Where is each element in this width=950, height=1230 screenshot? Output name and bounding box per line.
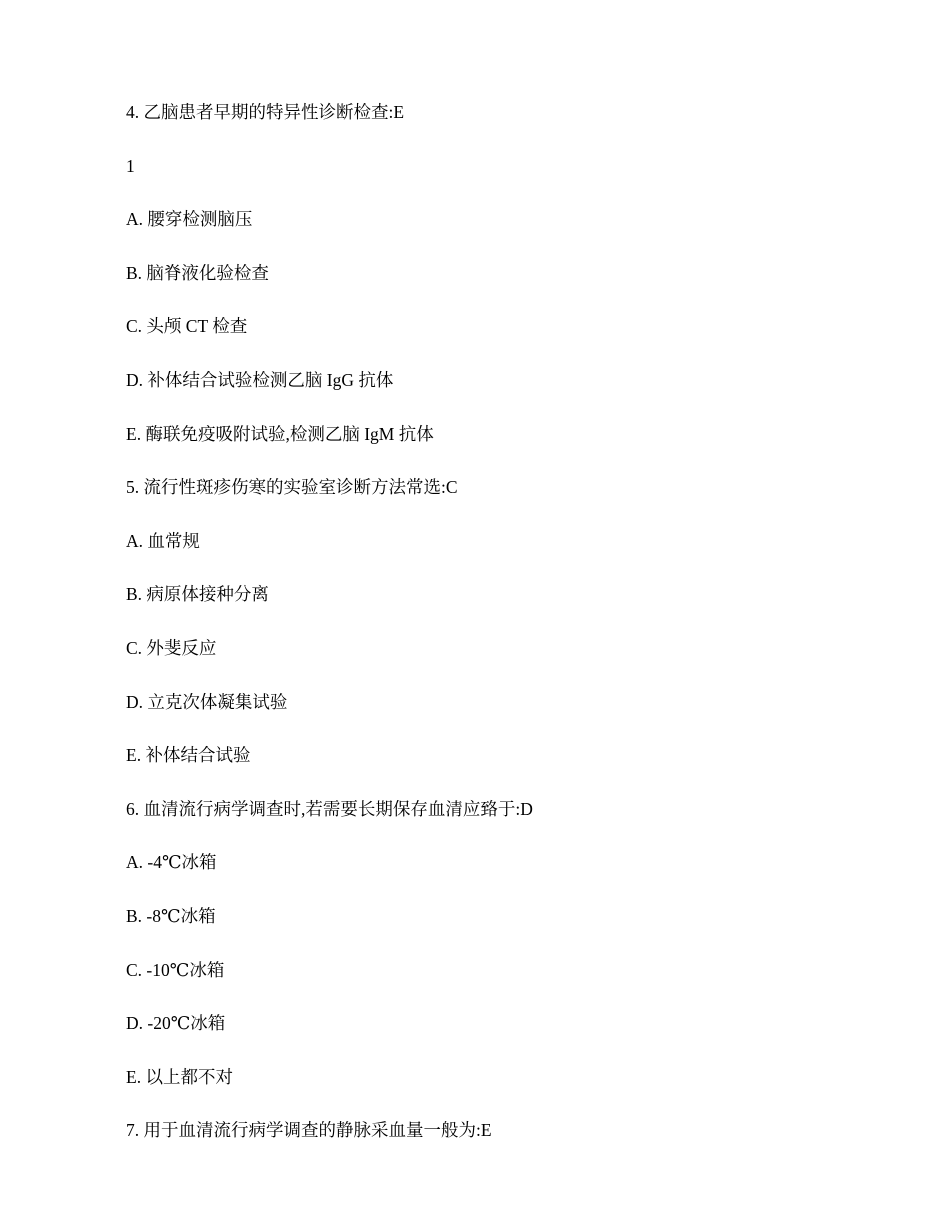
question-4-option-d: D. 补体结合试验检测乙脑 IgG 抗体 — [126, 369, 394, 390]
question-5-option-a: A. 血常规 — [126, 530, 200, 551]
question-4-option-c: C. 头颅 CT 检查 — [126, 316, 248, 337]
question-5-option-b: B. 病原体接种分离 — [126, 584, 269, 605]
question-6-option-c: C. -10℃冰箱 — [126, 959, 225, 980]
question-6-title: 6. 血清流行病学调查时,若需要长期保存血清应臵于:D — [126, 798, 533, 819]
question-4-option-e: E. 酶联免疫吸附试验,检测乙脑 IgM 抗体 — [126, 423, 434, 444]
question-6-option-b: B. -8℃冰箱 — [126, 905, 216, 926]
question-5-option-e: E. 补体结合试验 — [126, 745, 251, 766]
document-body — [126, 101, 826, 1173]
question-6-option-a: A. -4℃冰箱 — [126, 852, 217, 873]
question-5-option-c: C. 外斐反应 — [126, 637, 217, 658]
question-5-option-d: D. 立克次体凝集试验 — [126, 691, 288, 712]
question-4-option-b: B. 脑脊液化验检查 — [126, 262, 269, 283]
question-5-title: 5. 流行性斑疹伤寒的实验室诊断方法常选:C — [126, 477, 458, 498]
question-6-option-e: E. 以上都不对 — [126, 1066, 233, 1087]
question-4-title: 4. 乙脑患者早期的特异性诊断检查:E — [126, 102, 405, 122]
question-4-option-a: A. 腰穿检测脑压 — [126, 209, 253, 230]
question-7-title: 7. 用于血清流行病学调查的静脉采血量一般为:E — [126, 1120, 492, 1141]
question-6-option-d: D. -20℃冰箱 — [126, 1013, 226, 1034]
page-number: 1 — [126, 155, 135, 176]
